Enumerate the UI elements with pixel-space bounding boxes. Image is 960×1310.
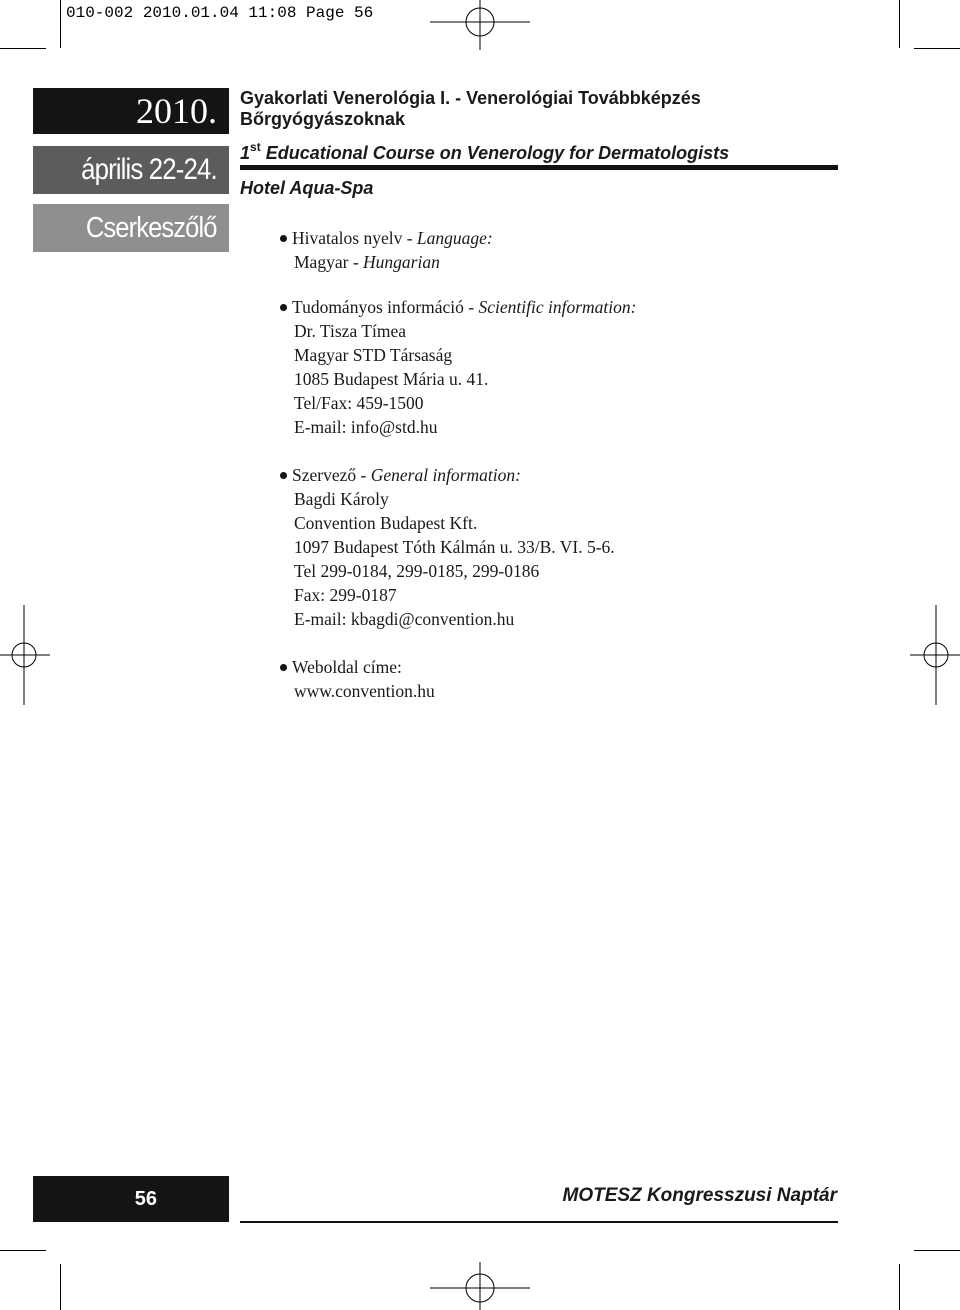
organizer-label-hu: Szervező xyxy=(292,465,357,485)
course-number: 1 xyxy=(240,143,251,163)
language-section: Hivatalos nyelv - Language: Magyar - Hungarian xyxy=(280,226,493,274)
page-number-block xyxy=(33,1176,229,1222)
contact-email[interactable]: E-mail: kbagdi@convention.hu xyxy=(294,609,515,629)
contact-line: Magyar STD Társaság xyxy=(294,345,453,365)
crop-mark xyxy=(0,48,46,49)
registration-mark-left xyxy=(0,605,50,705)
registration-mark-bottom xyxy=(430,1262,530,1310)
contact-line: Tel/Fax: 459-1500 xyxy=(294,393,424,413)
contact-line: 1097 Budapest Tóth Kálmán u. 33/B. VI. 5-6. xyxy=(294,537,615,557)
year-label: 2010. xyxy=(136,91,217,131)
website-label: Weboldal címe: xyxy=(292,657,402,677)
bullet-icon xyxy=(280,472,287,479)
organizer-label-en: General information: xyxy=(370,465,521,485)
contact-line: Convention Budapest Kft. xyxy=(294,513,478,533)
course-name: Educational Course on Venerology for Dermatologists xyxy=(265,143,730,163)
place-label: Cserkeszőlő xyxy=(86,211,217,244)
print-slug: 010-002 2010.01.04 11:08 Page 56 xyxy=(66,4,374,22)
contact-line: Tel 299-0184, 299-0185, 299-0186 xyxy=(294,561,540,581)
crop-mark xyxy=(60,0,61,48)
language-label-en: Language: xyxy=(416,228,493,248)
language-value-en: Hungarian xyxy=(363,252,440,272)
bullet-icon xyxy=(280,664,287,671)
course-title xyxy=(240,140,729,164)
registration-mark-right xyxy=(910,605,960,705)
crop-mark xyxy=(914,1250,960,1251)
contact-line: 1085 Budapest Mária u. 41. xyxy=(294,369,489,389)
contact-email[interactable]: E-mail: info@std.hu xyxy=(294,417,438,437)
crop-mark xyxy=(914,48,960,49)
dates-block xyxy=(33,146,229,194)
footer-rule xyxy=(240,1221,838,1223)
crop-mark xyxy=(60,1264,61,1310)
event-title xyxy=(240,88,701,130)
publication-title: MOTESZ Kongresszusi Naptár xyxy=(562,1185,837,1206)
contact-line: Bagdi Károly xyxy=(294,489,389,509)
venue: Hotel Aqua-Spa xyxy=(240,178,374,198)
page-number: 56 xyxy=(134,1187,157,1210)
contact-line: Fax: 299-0187 xyxy=(294,585,397,605)
year-block xyxy=(33,88,229,134)
crop-mark xyxy=(899,0,900,48)
dates-label: április 22-24. xyxy=(81,153,217,186)
language-value-hu: Magyar xyxy=(294,252,349,272)
event-title-line1: Gyakorlati Venerológia I. - Venerológiai Továbbképzés xyxy=(240,88,701,108)
contact-line: Dr. Tisza Tímea xyxy=(294,321,406,341)
bullet-icon xyxy=(280,304,287,311)
scientific-label-en: Scientific information: xyxy=(478,297,637,317)
event-title-line2: Bőrgyógyászoknak xyxy=(240,109,406,129)
header-rule xyxy=(240,165,838,170)
place-block xyxy=(33,204,229,252)
crop-mark xyxy=(899,1264,900,1310)
language-label-hu: Hivatalos nyelv xyxy=(292,228,403,248)
scientific-info-section: Tudományos információ - Scientific information: Dr. Tisza Tímea Magyar STD Társaság 1085 Budapest Mária u. 41. Tel/Fax: 459-1500 E-mail: info@std.hu xyxy=(280,295,636,439)
organizer-section: Szervező - General information: Bagdi Károly Convention Budapest Kft. 1097 Budapest Tóth Kálmán u. 33/B. VI. 5-6. Tel 299-0184, 299-0185, 299-0186 Fax: 299-0187 E-mail: kbagdi@convention.hu xyxy=(280,463,615,631)
registration-mark-top xyxy=(430,0,530,50)
website-link[interactable]: www.convention.hu xyxy=(294,681,435,701)
crop-mark xyxy=(0,1250,46,1251)
bullet-icon xyxy=(280,235,287,242)
course-ordinal: st xyxy=(250,140,261,154)
website-section xyxy=(280,655,435,703)
scientific-label-hu: Tudományos információ xyxy=(292,297,464,317)
